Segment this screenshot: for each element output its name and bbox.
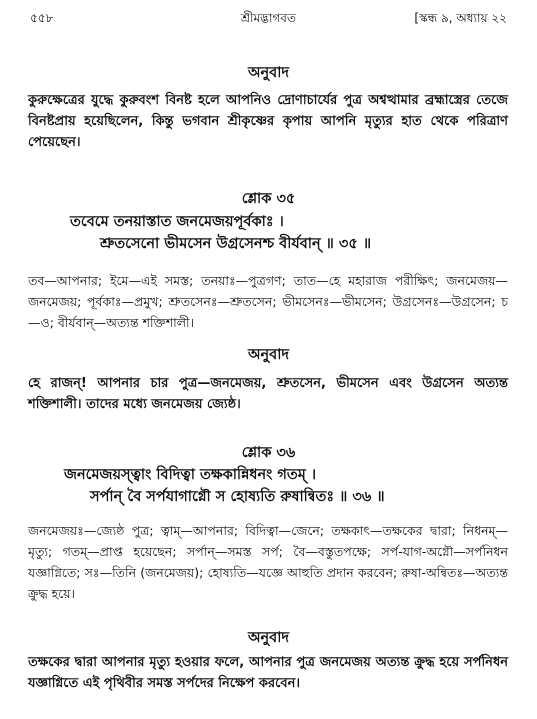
verse-35-synonyms: তব—আপনার; ইমে—এই সমস্ত; তনয়াঃ—পুত্রগণ; তাত—হে মহারাজ পরীক্ষিৎ; জনমেজয়—জনমেজয়; পূর্বকাঃ—প্রমুখ; শ্রুতসেনঃ—শ্রুতসেন; ভীমসেনঃ—ভীমসেন; উগ্রসেনঃ—উগ্রসেন; চ—ও; বীর্যবান্‌—অত্যন্ত শক্তিশালী। <box>28 273 508 330</box>
translation-heading-1: অনুবাদ <box>247 65 290 81</box>
verse-36-line-1: জনমেজয়স্ত্বাং বিদিত্বা তক্ষকান্নিধনং গতম্‌ । <box>64 467 317 483</box>
translation-text-2: হে রাজন্‌! আপনার চার পুত্র—জনমেজয়, শ্রুতসেন, ভীমসেন এবং উগ্রসেন অত্যন্ত শক্তিশালী। তাদের মধ্যে জনমেজয় জ্যেষ্ঠ। <box>28 376 508 412</box>
page-number: ৫৫৮ <box>30 11 54 25</box>
verse-35-heading: শ্লোক ৩৫ <box>241 191 296 207</box>
verse-36-heading: শ্লোক ৩৬ <box>241 445 296 461</box>
book-title: শ্রীমদ্ভাগবত <box>240 11 296 25</box>
verse-36-synonyms: জনমেজয়ঃ—জ্যেষ্ঠ পুত্র; ত্বাম্‌—আপনার; বিদিত্বা—জেনে; তক্ষকাৎ—তক্ষকের দ্বারা; নিধনম্‌—মৃত্যু; গতম্‌—প্রাপ্ত হয়েছেন; সর্পান্‌—সমস্ত সর্প; বৈ—বস্তুতপক্ষে; সর্প-যাগ-অগ্নৌ—সর্পনিধন যজ্ঞাগ্নিতে; সঃ—তিনি (জনমেজয়); হোষ্যতি—যজ্ঞে আহুতি প্রদান করবেন; রুষা-অন্বিতঃ—অত্যন্ত ক্রুদ্ধ হয়ে। <box>28 523 508 601</box>
verse-35-line-1: তবেমে তনয়াস্তাত জনমেজয়পূর্বকাঃ । <box>70 214 284 230</box>
translation-heading-3: অনুবাদ <box>247 630 290 646</box>
translation-heading-2: অনুবাদ <box>247 347 290 363</box>
translation-text-3: তক্ষকের দ্বারা আপনার মৃত্যু হওয়ার ফলে, আপনার পুত্র জনমেজয় অত্যন্ত ক্রুদ্ধ হয়ে সর্পনিধন যজ্ঞাগ্নিতে এই পৃথিবীর সমস্ত সর্পদের নিক্ষেপ করবেন। <box>28 655 508 691</box>
translation-text-1: কুরুক্ষেত্রের যুদ্ধে কুরুবংশ বিনষ্ট হলে আপনিও দ্রোণাচার্যের পুত্র অশ্বত্থামার ব্রহ্মাস্ত্রের তেজে বিনষ্টপ্রায় হয়েছিলেন, কিন্তু ভগবান শ্রীকৃষ্ণের কৃপায় আপনি মৃত্যুর হাত থেকে পরিত্রাণ পেয়েছেন। <box>28 93 508 150</box>
section-label: [স্কন্ধ ৯, অধ্যায় ২২ <box>414 11 507 25</box>
verse-36-line-2: সর্পান্‌ বৈ সর্পযাগাগ্নৌ স হোষ্যতি রুষান্বিতঃ ॥ ৩৬ ॥ <box>90 489 385 505</box>
verse-35-line-2: শ্রুতসেনো ভীমসেন উগ্রসেনশ্চ বীর্যবান্‌ ॥ ৩৫ ॥ <box>100 236 372 252</box>
